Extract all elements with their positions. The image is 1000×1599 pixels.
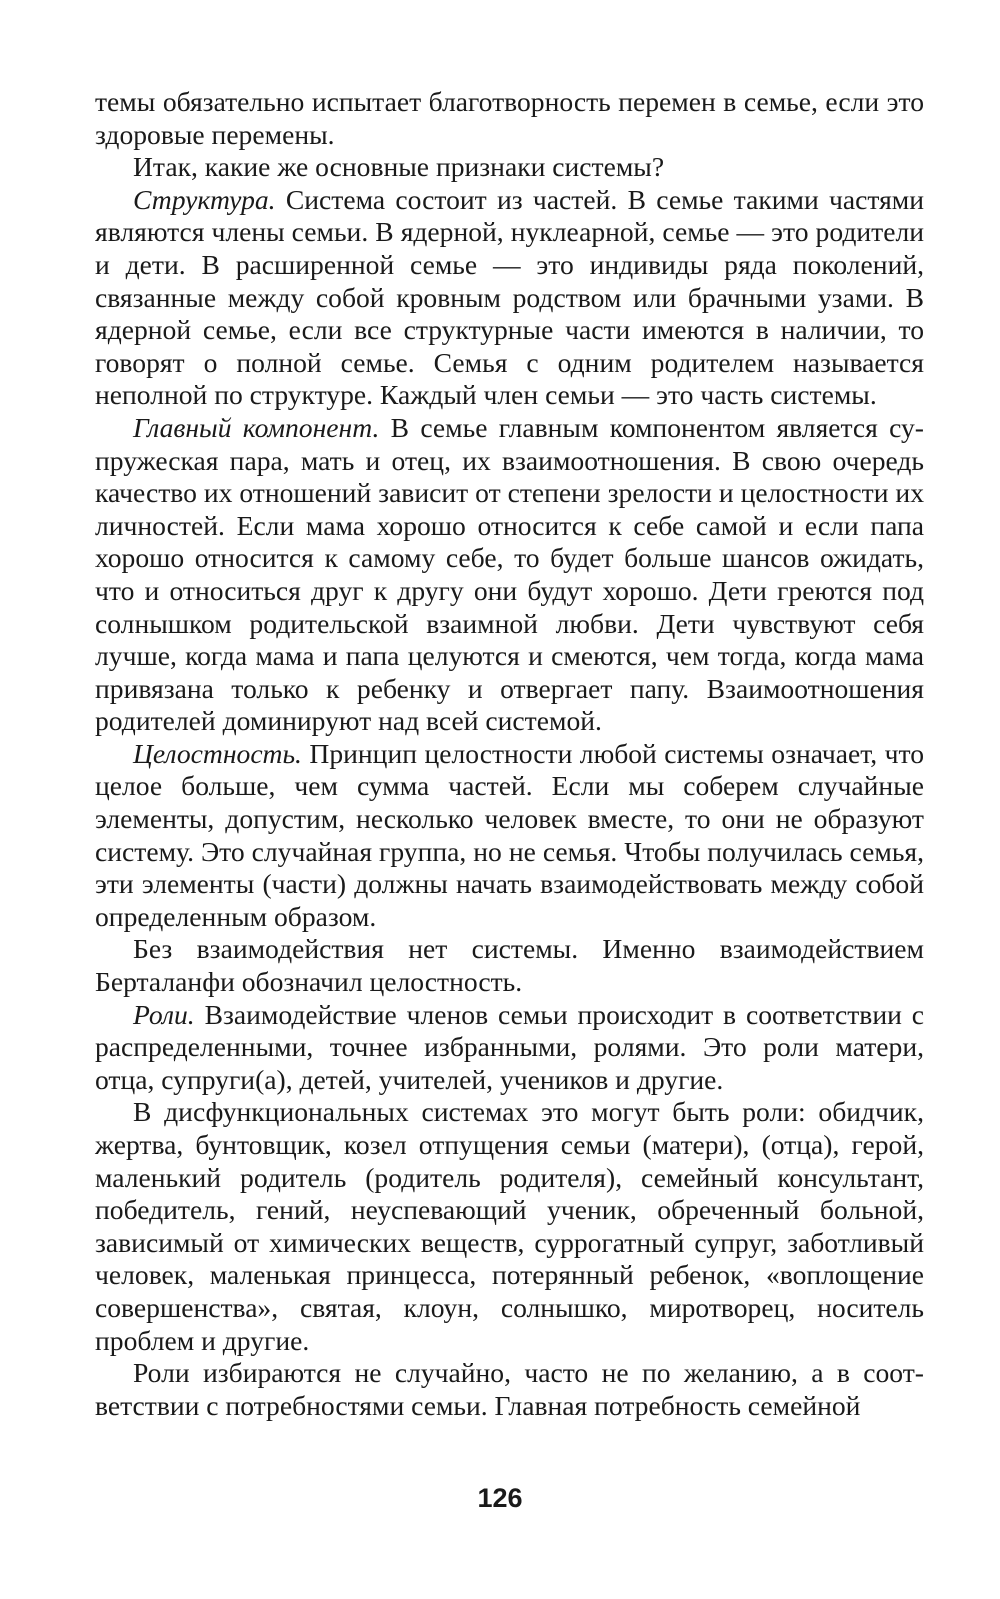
body-text [95,86,924,1422]
paragraph-continuation: темы обязательно испытает благотворность перемен в семье, если это здоровые перемены. [95,86,924,150]
paragraph-question: Итак, какие же основные признаки системы? [133,151,665,183]
term-main-component: Главный компонент. [133,411,380,443]
term-integrity: Целостность. [133,737,302,769]
paragraph-main-component: Главный компонент. В семье главным компонентом является супружеская пара, мать и отец, их взаимоотношения. В свою очередь качество их отношений зависит от степени зрелости и целостности их личностей. Если мама хорошо относится к себе самой и если папа хорошо относится к самому себе, то будет больше шансов ожидать, что и относиться друг к другу они будут хорошо. Дети греются под солнышком родительской взаимной любви. Дети чувствуют себя лучше, когда мама и папа целуются и смеются, чем тогда, когда мама привязана только к ребенку и отвергает папу. Взаимоотношения родителей доминируют над всей системой. [95,411,924,737]
paragraph-role-selection: Роли избираются не случайно, часто не по желанию, а в соответствии с потребностями семьи. Главная потребность семейной [95,1357,924,1421]
term-roles: Роли. [133,998,195,1030]
paragraph-integrity: Целостность. Принцип целостности любой системы означает, что целое больше, чем сумма частей. Если мы соберем случайные элементы, допустим, несколько человек вместе, то они не образуют систему. Это случайная группа, но не семья. Чтобы получилась семья, эти элементы (части) должны начать взаимодействовать между собой определенным образом. [95,737,924,932]
page-number: 126 [477,1483,523,1513]
term-structure: Структура. [133,183,276,215]
paragraph-interaction: Без взаимодействия нет системы. Именно взаимодействием Берталанфи обозначил целостность. [95,933,924,998]
paragraph-structure: Структура. Система состоит из частей. В семье такими частями являются члены семьи. В ядерной, нуклеарной, семье — это родители и дети. В расширенной семье — это индивиды ряда поколений, связанные между собой кровным родством или брачными узами. В ядерной семье, если все структурные части имеются в наличии, то говорят о полной семье. Семья с одним родителем называется неполной по структуре. Каждый член семьи — это часть системы. [95,183,924,411]
paragraph-dysfunctional-roles: В дисфункциональных системах это могут быть роли: обидчик, жертва, бунтовщик, козел отпущения семьи (матери), (отца), герой, маленький родитель (родитель родителя), семейный консультант, победитель, гений, неуспевающий ученик, обреченный больной, зависимый от химических веществ, суррогатный супруг, заботливый человек, маленькая принцесса, потерянный ребенок, «воплощение совершенства», святая, клоун, солнышко, миротворец, носитель проблем и другие. [95,1096,924,1356]
paragraph-roles: Роли. Взаимодействие членов семьи происходит в соответствии с распределенными, точнее избранными, ролями. Это роли матери, отца, супруги(а), детей, учителей, учеников и другие. [95,998,924,1095]
